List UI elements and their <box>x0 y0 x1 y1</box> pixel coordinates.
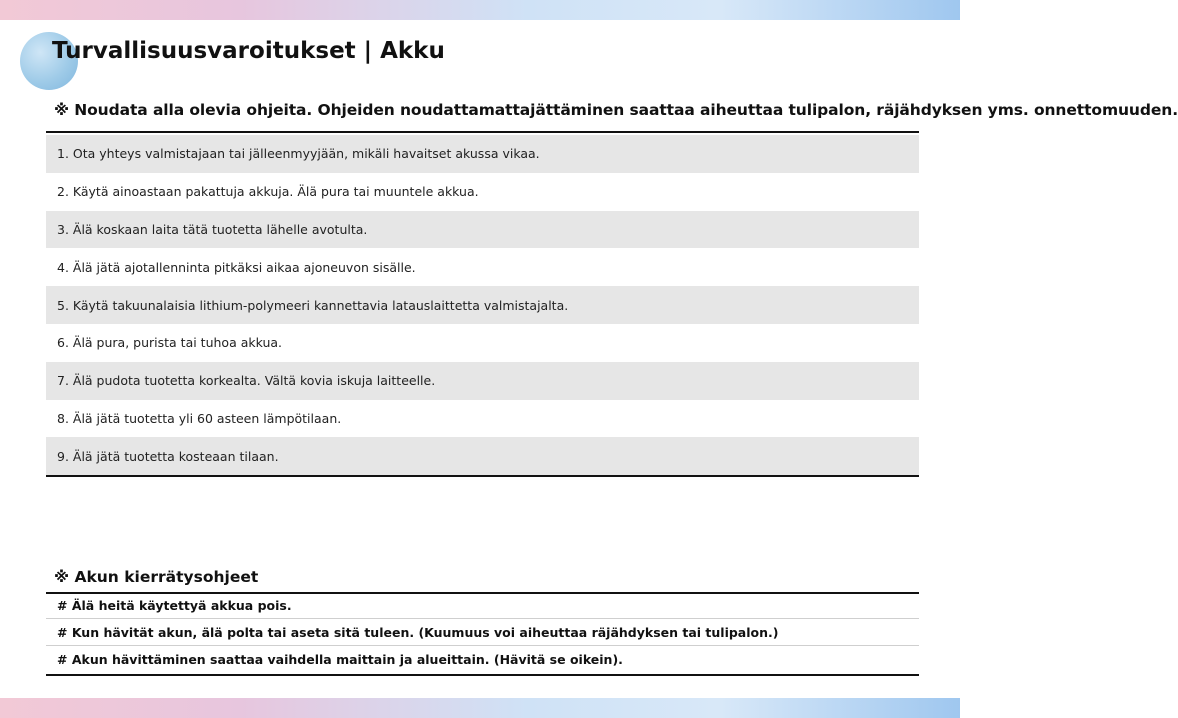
page-title: Turvallisuusvaroitukset | Akku <box>52 38 445 64</box>
warning-list <box>46 135 919 475</box>
warning-item: 8. Älä jätä tuotetta yli 60 asteen lämpötilaan. <box>57 410 342 426</box>
safety-notice: ※ Noudata alla olevia ohjeita. Ohjeiden noudattamattajättäminen saattaa aiheuttaa tulipalon, räjähdyksen yms. onnettomuuden. <box>54 101 1178 119</box>
middle-divider <box>46 475 919 477</box>
recycling-item: # Kun hävität akun, älä polta tai aseta sitä tuleen. (Kuumuus voi aiheuttaa räjähdyksen tai tulipalon.) <box>46 619 919 646</box>
recycling-item: # Akun hävittäminen saattaa vaihdella maittain ja alueittain. (Hävitä se oikein). <box>57 652 623 667</box>
warning-item: 6. Älä pura, purista tai tuhoa akkua. <box>57 335 283 351</box>
warning-item: 1. Ota yhteys valmistajaan tai jälleenmyyjään, mikäli havaitset akussa vikaa. <box>46 135 919 173</box>
bottom-divider <box>46 674 919 676</box>
bottom-gradient-bar <box>0 698 960 718</box>
warning-item: 7. Älä pudota tuotetta korkealta. Vältä kovia iskuja laitteelle. <box>46 362 919 400</box>
warning-item: 5. Käytä takuunalaisia lithium-polymeeri kannettavia latauslaittetta valmistajalta. <box>46 286 919 324</box>
top-gradient-bar <box>0 0 960 20</box>
warning-item: 9. Älä jätä tuotetta kosteaan tilaan. <box>46 437 919 475</box>
top-divider <box>46 131 919 133</box>
recycling-list <box>46 592 919 673</box>
warning-item: 2. Käytä ainoastaan pakattuja akkuja. Älä pura tai muuntele akkua. <box>57 184 479 200</box>
warning-item: 4. Älä jätä ajotallenninta pitkäksi aikaa ajoneuvon sisälle. <box>57 259 416 275</box>
recycling-title: ※ Akun kierrätysohjeet <box>54 568 259 586</box>
warning-item: 3. Älä koskaan laita tätä tuotetta lähelle avotulta. <box>46 211 919 249</box>
recycling-item: # Älä heitä käytettyä akkua pois. <box>46 592 919 619</box>
